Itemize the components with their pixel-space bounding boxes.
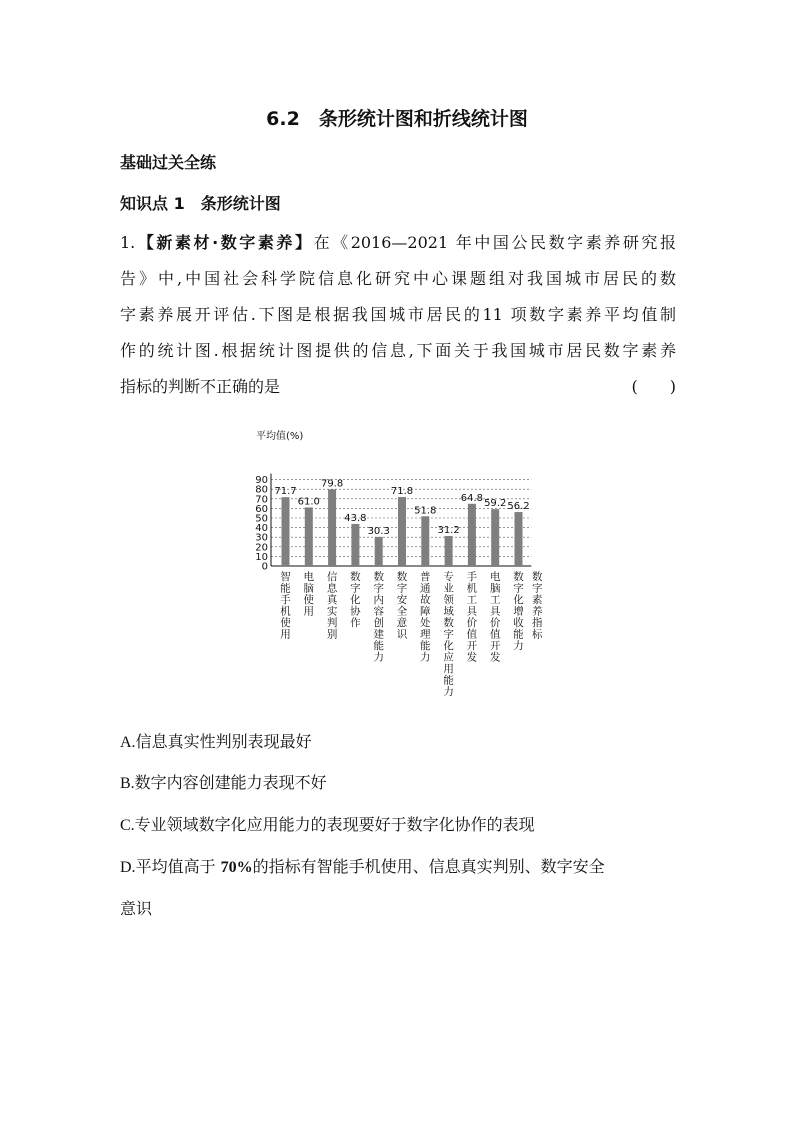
x-category-label: 建 (373, 628, 384, 641)
option-d-continued: 意识 (120, 899, 153, 918)
y-tick-label: 70 (255, 494, 268, 506)
x-category-label: 机 (466, 582, 478, 595)
y-tick-label: 10 (255, 551, 268, 563)
bar-value-label: 61.0 (297, 496, 320, 508)
x-category-label: 数 (513, 571, 524, 583)
bar (375, 537, 383, 566)
x-axis-label: 养 (532, 605, 543, 618)
x-category-label: 电 (489, 571, 501, 583)
x-category-label: 息 (326, 582, 338, 595)
x-category-label: 数 (396, 571, 408, 583)
x-axis-label: 指 (532, 617, 543, 629)
x-axis-label: 字 (532, 582, 543, 595)
y-tick-label: 20 (255, 542, 268, 554)
y-tick-label: 30 (255, 532, 268, 544)
bar (491, 509, 499, 566)
option-d-text-after: 的指标有智能手机使用、信息真实判别、数字安全 (252, 857, 605, 876)
x-category-label: 手 (466, 571, 478, 583)
x-category-label: 应 (443, 651, 454, 664)
question-line-4: 作的统计图.根据统计图提供的信息,下面关于我国城市居民数字素养 (120, 341, 676, 360)
x-category-label: 数 (350, 571, 361, 583)
y-axis-label: 平均值(%) (256, 431, 304, 442)
bar-value-label: 30.3 (367, 525, 390, 537)
bar (398, 497, 406, 566)
bar (282, 497, 290, 566)
x-category-label: 故 (420, 594, 431, 606)
x-category-label: 值 (466, 628, 478, 641)
x-category-label: 数 (443, 617, 454, 629)
bar-value-label: 56.2 (507, 501, 530, 513)
page-title: 6.2 条形统计图和折线统计图 (266, 108, 528, 130)
question-line-2: 告》中,中国社会科学院信息化研究中心课题组对我国城市居民的数 (120, 269, 676, 288)
x-category-label: 使 (303, 594, 315, 606)
bar (351, 524, 359, 566)
bar-value-label: 71.8 (390, 486, 414, 498)
x-category-label: 专 (443, 571, 454, 583)
x-category-label: 脑 (303, 582, 315, 595)
bar-value-label: 71.7 (274, 486, 297, 498)
x-category-label: 用 (303, 605, 315, 618)
bar-value-label: 64.8 (460, 492, 484, 504)
x-category-label: 内 (373, 594, 384, 606)
x-category-label: 收 (513, 617, 524, 629)
option-a-text: 信息真实性判别表现最好 (135, 732, 312, 751)
x-category-label: 电 (303, 571, 315, 583)
x-category-label: 识 (396, 628, 408, 641)
x-category-label: 障 (420, 605, 431, 618)
x-axis-label: 数 (532, 571, 543, 583)
x-category-label: 工 (466, 594, 478, 606)
x-category-label: 意 (396, 617, 408, 629)
bar-chart (250, 425, 550, 710)
x-category-label: 值 (489, 628, 501, 641)
x-category-label: 字 (396, 582, 408, 595)
bar (515, 512, 523, 566)
x-category-label: 能 (420, 640, 431, 652)
x-category-label: 用 (443, 663, 454, 675)
x-category-label: 信 (326, 571, 338, 583)
x-category-label: 发 (466, 651, 478, 664)
bar (468, 504, 476, 566)
x-category-label: 能 (280, 582, 291, 595)
x-category-label: 全 (396, 605, 408, 618)
y-tick-label: 90 (255, 475, 268, 487)
option-a[interactable] (120, 732, 312, 753)
y-tick-label: 80 (255, 484, 268, 496)
bar-value-label: 31.2 (437, 525, 460, 537)
x-category-label: 力 (373, 651, 384, 664)
x-category-label: 真 (326, 594, 338, 606)
x-category-label: 化 (350, 594, 361, 606)
x-category-label: 力 (420, 651, 431, 664)
x-category-label: 协 (350, 605, 361, 618)
question-1 (120, 225, 676, 405)
question-text: 在《2016—2021 年中国公民数字素养研究报 (313, 233, 676, 252)
x-category-label: 字 (443, 628, 454, 641)
bar-value-label: 51.8 (414, 505, 437, 517)
x-category-label: 业 (443, 582, 454, 595)
x-category-label: 机 (280, 605, 291, 618)
x-category-label: 理 (420, 628, 431, 641)
y-tick-label: 40 (255, 523, 268, 535)
question-number: 1. (120, 233, 136, 252)
option-a-letter: A. (120, 734, 136, 751)
option-c-letter: C. (120, 817, 135, 834)
option-d[interactable] (120, 857, 605, 878)
x-category-label: 工 (489, 594, 501, 606)
x-category-label: 判 (326, 617, 338, 629)
option-b[interactable] (120, 773, 327, 794)
x-category-label: 价 (466, 617, 478, 629)
bar-value-label: 59.2 (484, 498, 507, 510)
x-category-label: 能 (373, 640, 384, 652)
x-category-label: 安 (396, 594, 408, 606)
x-category-label: 智 (280, 571, 291, 583)
x-category-label: 容 (373, 605, 384, 618)
x-category-label: 普 (420, 571, 431, 583)
question-line-1 (120, 225, 676, 261)
x-category-label: 化 (513, 594, 524, 606)
x-category-label: 数 (373, 571, 384, 583)
y-tick-label: 50 (255, 513, 268, 525)
bar-value-label: 43.8 (344, 512, 367, 524)
x-axis-label: 素 (532, 594, 543, 606)
x-category-label: 处 (420, 617, 431, 629)
option-b-letter: B. (120, 775, 135, 792)
x-category-label: 域 (443, 605, 454, 618)
x-category-label: 通 (420, 582, 431, 595)
x-category-label: 实 (326, 605, 338, 618)
option-d-text-before: 平均值高于 (135, 857, 221, 876)
bar (328, 489, 336, 566)
x-category-label: 字 (373, 582, 384, 595)
x-category-label: 使 (280, 617, 291, 629)
x-category-label: 发 (489, 651, 501, 664)
option-d-letter: D. (120, 859, 136, 876)
x-category-label: 能 (443, 674, 454, 687)
x-category-label: 字 (350, 582, 361, 595)
x-category-label: 力 (443, 686, 454, 698)
x-category-label: 别 (326, 628, 338, 641)
x-category-label: 创 (373, 617, 384, 629)
x-category-label: 字 (513, 582, 524, 595)
x-category-label: 用 (280, 628, 291, 641)
option-c[interactable] (120, 815, 535, 836)
bar (445, 536, 453, 566)
x-category-label: 能 (513, 628, 524, 641)
x-category-label: 开 (489, 640, 501, 652)
option-c-text: 专业领域数字化应用能力的表现要好于数字化协作的表现 (134, 815, 535, 834)
x-category-label: 具 (489, 605, 501, 618)
x-category-label: 化 (443, 640, 454, 652)
question-text-end: 指标的判断不正确的是 (120, 377, 281, 396)
option-b-text: 数字内容创建能力表现不好 (134, 773, 327, 792)
bar (305, 507, 313, 566)
x-category-label: 领 (443, 594, 454, 606)
option-d-bold: 70% (220, 859, 253, 876)
question-line-5 (120, 369, 676, 405)
x-category-label: 开 (466, 640, 478, 652)
x-category-label: 作 (350, 617, 361, 629)
bar-value-label: 79.8 (320, 478, 344, 490)
x-category-label: 价 (489, 617, 501, 629)
y-tick-label: 60 (255, 503, 268, 515)
bar (421, 516, 429, 566)
x-category-label: 脑 (489, 582, 501, 595)
y-tick-label: 0 (261, 561, 268, 573)
knowledge-point-heading: 知识点 1 条形统计图 (120, 194, 281, 213)
x-category-label: 手 (280, 594, 291, 606)
x-axis-label: 标 (532, 628, 543, 641)
question-line-3: 字素养展开评估.下图是根据我国城市居民的11 项数字素养平均值制 (120, 305, 676, 324)
question-tag: 【新素材·数字素养】 (135, 233, 314, 252)
x-category-label: 具 (466, 605, 478, 618)
x-category-label: 增 (513, 605, 524, 618)
x-category-label: 力 (513, 640, 524, 652)
section-heading: 基础过关全练 (120, 153, 217, 172)
answer-paren: ( ) (631, 377, 676, 396)
